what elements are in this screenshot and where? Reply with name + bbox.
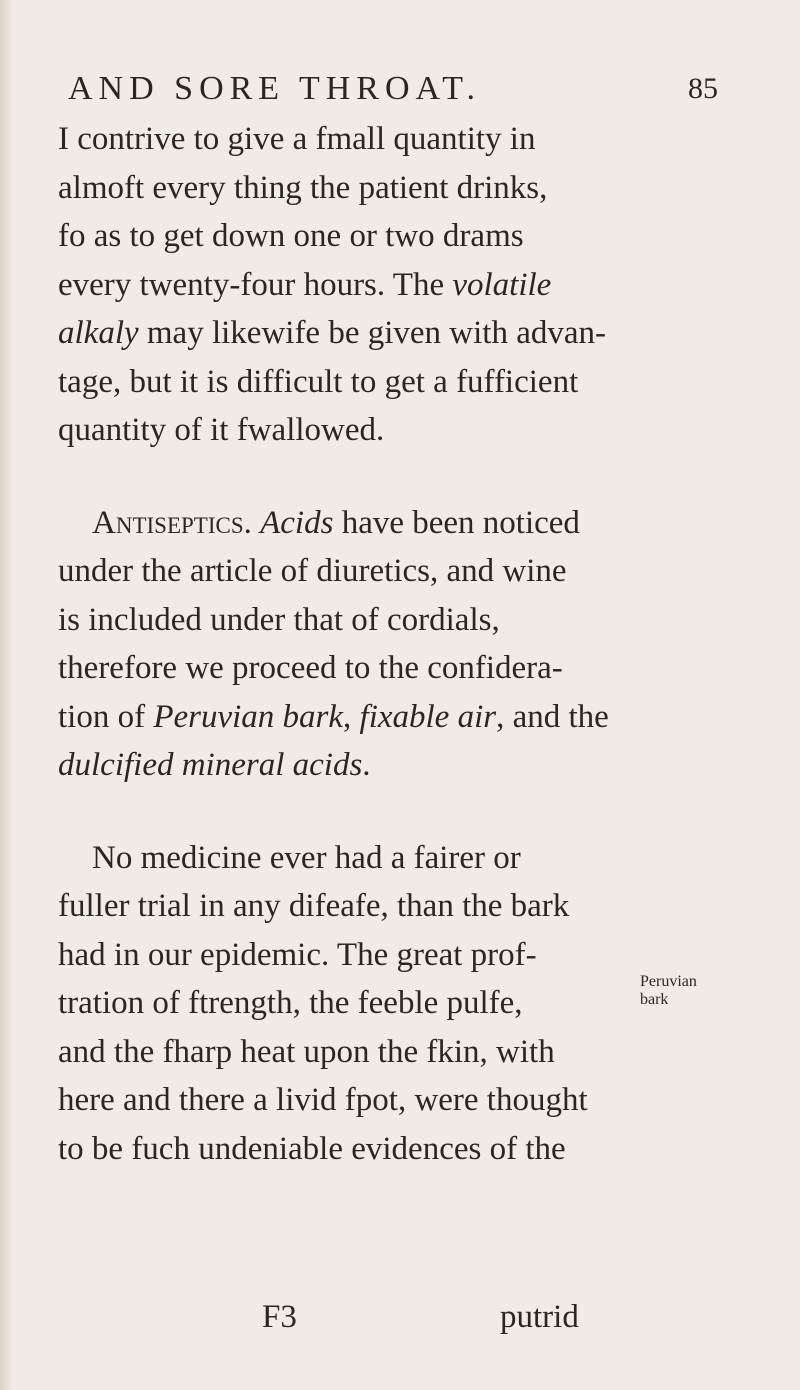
paragraph xyxy=(58,499,628,790)
text-line xyxy=(58,309,628,358)
text-line xyxy=(58,547,628,596)
text-line xyxy=(58,164,628,213)
text-span: , and the xyxy=(496,698,609,735)
italic-text: fixable air xyxy=(359,698,497,735)
text-span: fo as to get down one or two drams xyxy=(58,218,524,254)
margin-note xyxy=(640,973,710,1009)
body-text xyxy=(58,115,628,1173)
text-span: No medicine ever had a fairer or xyxy=(92,839,521,876)
page-number: 85 xyxy=(688,72,718,105)
italic-text: Acids xyxy=(260,504,334,541)
text-span: tage, but it is difficult to get a fufficient xyxy=(58,363,579,400)
text-span: I contrive to give a fmall quantity in xyxy=(58,121,536,157)
text-span: every twenty-four hours. The xyxy=(58,266,453,303)
text-line xyxy=(58,358,628,407)
text-span: to be fuch undeniable evidences of the xyxy=(58,1130,566,1167)
text-line xyxy=(58,406,628,455)
text-span: have been noticed xyxy=(333,504,580,541)
signature-mark: F3 xyxy=(262,1299,297,1335)
italic-text: alkaly xyxy=(58,315,139,351)
text-span: almoft every thing the patient drinks, xyxy=(58,169,548,206)
italic-text: dulcified mineral acids xyxy=(58,747,363,783)
text-line xyxy=(58,834,628,883)
paragraph-gap xyxy=(58,790,628,834)
text-line xyxy=(58,644,628,693)
text-span: had in our epidemic. The great prof- xyxy=(58,936,537,973)
paragraph xyxy=(58,115,628,455)
text-line xyxy=(58,1125,628,1174)
text-span: may likewife be given with advan- xyxy=(138,315,606,351)
page-footer xyxy=(0,1292,800,1342)
paragraph-gap xyxy=(58,455,628,499)
text-span: and the fharp heat upon the fkin, with xyxy=(58,1033,555,1070)
text-span: fuller trial in any difeafe, than the bark xyxy=(58,888,570,924)
italic-text: Peruvian bark xyxy=(153,698,344,735)
paragraph xyxy=(58,834,628,1174)
text-line xyxy=(58,1028,628,1077)
margin-note-line: bark xyxy=(640,991,669,1008)
text-span: . xyxy=(243,504,261,541)
text-line xyxy=(58,931,628,980)
text-line xyxy=(58,979,628,1028)
text-line xyxy=(58,115,628,164)
text-span: , xyxy=(343,698,360,735)
text-line xyxy=(58,261,628,310)
text-line xyxy=(58,741,628,790)
text-line xyxy=(58,693,628,742)
text-span: here and there a livid fpot, were thought xyxy=(58,1082,588,1118)
small-caps-text: Antiseptics xyxy=(92,504,244,541)
text-line xyxy=(58,1076,628,1125)
text-span: under the article of diuretics, and wine xyxy=(58,553,567,589)
text-span: . xyxy=(362,747,371,783)
text-span: therefore we proceed to the confidera- xyxy=(58,650,563,686)
catchword: putrid xyxy=(500,1299,579,1335)
text-line xyxy=(58,499,628,548)
text-span: tration of ftrength, the feeble pulfe, xyxy=(58,985,523,1021)
italic-text: volatile xyxy=(452,266,552,303)
running-head: AND SORE THROAT. xyxy=(68,70,482,107)
text-line xyxy=(58,882,628,931)
margin-note-line: Peruvian xyxy=(640,973,697,990)
page-gutter-shadow xyxy=(0,0,12,1390)
text-span: quantity of it fwallowed. xyxy=(58,412,385,448)
text-line xyxy=(58,212,628,261)
text-line xyxy=(58,596,628,645)
text-span: is included under that of cordials, xyxy=(58,601,500,638)
text-span: tion of xyxy=(58,698,154,735)
